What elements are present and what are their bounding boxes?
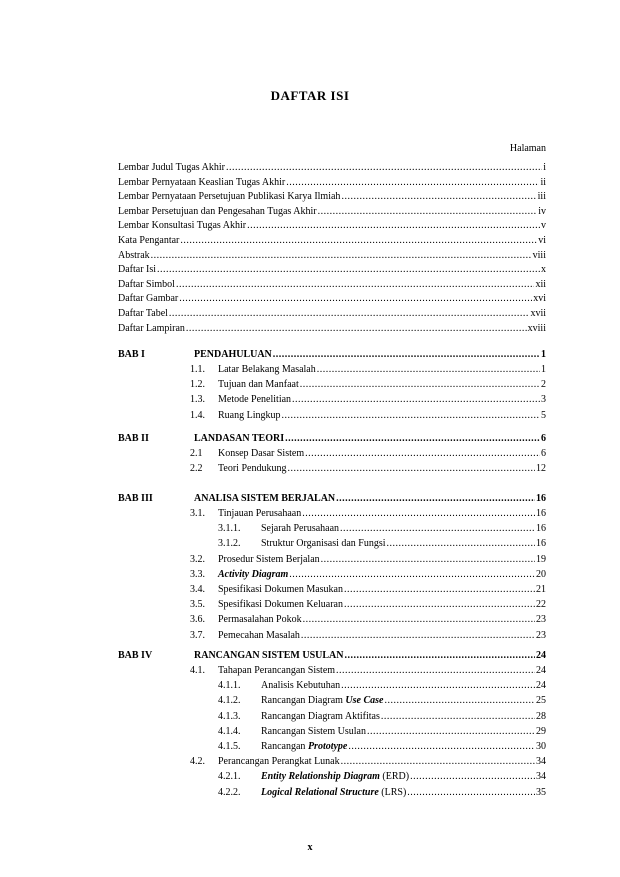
- section-label-suffix: (ERD): [379, 771, 410, 783]
- section-number: 4.1.4.: [218, 725, 241, 737]
- section-number: 3.5.: [190, 599, 205, 611]
- dot-leader: [381, 711, 535, 723]
- section-label-text: Struktur Organisasi dan Fungsi: [261, 538, 386, 550]
- section-label-text: Perancangan Perangkat Lunak: [218, 756, 340, 768]
- dot-leader: [344, 599, 535, 611]
- section-number: 4.2.1.: [218, 771, 241, 783]
- toc-section[interactable]: [218, 536, 546, 550]
- section-label: [218, 665, 335, 677]
- section-page: 5: [541, 409, 546, 421]
- section-label: [218, 463, 286, 475]
- section-page: 6: [541, 448, 546, 459]
- toc-entry-label: Daftar Gambar: [118, 293, 179, 305]
- toc-section[interactable]: [190, 612, 546, 626]
- toc-section[interactable]: [190, 582, 546, 596]
- dot-leader: [282, 410, 541, 422]
- dot-leader: [180, 235, 537, 247]
- dot-leader: [286, 177, 539, 189]
- toc-chapter[interactable]: [118, 648, 546, 662]
- toc-entry-label: Abstrak: [118, 249, 150, 261]
- dot-leader: [336, 665, 535, 677]
- section-label: [218, 394, 291, 406]
- toc-section[interactable]: [190, 362, 546, 376]
- section-label-text: Tujuan dan Manfaat: [218, 379, 299, 391]
- toc-entry-page: x: [541, 264, 546, 276]
- section-label-text: Activity Diagram: [218, 568, 289, 580]
- dot-leader: [186, 323, 527, 335]
- toc-entry-label: Daftar Isi: [118, 264, 157, 276]
- section-label-text: Pemecahan Masalah: [218, 629, 300, 641]
- section-page: 22: [536, 599, 546, 611]
- toc-entry-label: Lembar Judul Tugas Akhir: [118, 162, 225, 173]
- toc-entry-label: Lembar Pernyataan Persetujuan Publikasi Karya Ilmiah: [118, 191, 341, 203]
- section-number: 4.1.3.: [218, 710, 241, 722]
- section-number: 4.2.2.: [218, 786, 241, 798]
- dot-leader: [176, 279, 535, 291]
- toc-entry-label: Kata Pengantar: [118, 235, 180, 246]
- toc-section[interactable]: [190, 628, 546, 642]
- toc-entry-page: xvii: [530, 308, 546, 319]
- section-number: 1.4.: [190, 409, 205, 421]
- dot-leader: [285, 433, 540, 445]
- chapter-title: ANALISA SISTEM BERJALAN: [194, 493, 336, 504]
- toc-entry[interactable]: [118, 277, 546, 291]
- section-label-text: Sejarah Perusahaan: [261, 523, 340, 535]
- section-page: 34: [536, 771, 546, 783]
- section-label: [261, 523, 339, 535]
- toc-entry[interactable]: [118, 160, 546, 174]
- toc-entry[interactable]: [118, 233, 546, 247]
- dot-leader: [300, 379, 540, 391]
- dot-leader: [287, 463, 535, 475]
- chapter-page: 6: [541, 433, 546, 444]
- section-label: [218, 410, 281, 422]
- toc-entry-page: ii: [540, 176, 546, 188]
- dot-leader: [344, 584, 535, 596]
- section-page: 16: [536, 523, 546, 535]
- dot-leader: [340, 523, 535, 535]
- toc-section[interactable]: [190, 446, 546, 460]
- section-page: 12: [536, 463, 546, 475]
- section-label: [218, 554, 320, 566]
- section-label-text: Rancangan Diagram: [261, 695, 346, 707]
- page-title: DAFTAR ISI: [270, 88, 350, 103]
- section-number: 3.2.: [190, 553, 205, 565]
- section-page: 23: [536, 614, 546, 626]
- toc-entry[interactable]: [118, 262, 546, 276]
- section-label: [218, 508, 301, 520]
- dot-leader: [292, 394, 540, 406]
- toc-entry-page: iii: [537, 191, 546, 203]
- toc-section[interactable]: [218, 693, 546, 707]
- toc-entry-page: iv: [538, 205, 546, 217]
- section-label: [261, 771, 409, 783]
- section-label: [218, 569, 288, 581]
- toc-entry-page: vi: [538, 235, 546, 246]
- section-number: 4.1.: [190, 665, 205, 676]
- section-label-suffix: (LRS): [378, 786, 407, 798]
- section-page: 24: [536, 665, 546, 676]
- section-number: 2.1: [190, 448, 203, 459]
- section-label-text: Rancangan Sistem Usulan: [261, 725, 366, 737]
- section-label: [218, 756, 340, 768]
- toc-entry-page: xii: [535, 278, 546, 290]
- section-page: 16: [536, 538, 546, 550]
- toc-entry[interactable]: [118, 291, 546, 305]
- section-page: 30: [536, 741, 546, 752]
- dot-leader: [321, 554, 535, 566]
- dot-leader: [344, 650, 535, 662]
- section-label-text: Analisis Kebutuhan: [261, 680, 341, 692]
- toc-section[interactable]: [190, 408, 546, 422]
- section-page: 21: [536, 584, 546, 595]
- section-label-italic: Entity Relationship Diagram: [261, 771, 380, 783]
- section-label: [261, 680, 340, 692]
- section-label: [261, 726, 366, 738]
- section-number: 3.1.2.: [218, 538, 241, 550]
- toc-section[interactable]: [190, 754, 546, 768]
- dot-leader: [341, 756, 535, 768]
- section-label: [261, 538, 386, 550]
- section-page: 34: [536, 756, 546, 768]
- page-number-footer: x: [307, 842, 313, 853]
- section-label: [261, 711, 380, 723]
- section-label-italic: Logical Relational Structure: [261, 786, 379, 798]
- section-label: [218, 448, 304, 460]
- section-label: [218, 379, 299, 391]
- dot-leader: [226, 162, 542, 174]
- dot-leader: [384, 695, 535, 707]
- toc-chapter[interactable]: [118, 491, 546, 505]
- section-label-text: Tinjauan Perusahaan: [218, 508, 302, 519]
- section-page: 3: [541, 394, 546, 406]
- dot-leader: [348, 741, 535, 753]
- dot-leader: [273, 349, 540, 361]
- toc-section[interactable]: [218, 678, 546, 692]
- toc-section[interactable]: [190, 506, 546, 520]
- section-number: 3.1.1.: [218, 523, 241, 535]
- toc-entry-label: Lembar Konsultasi Tugas Akhir: [118, 220, 247, 232]
- section-page: 28: [536, 710, 546, 722]
- toc-section[interactable]: [218, 785, 546, 799]
- section-label-text: Permasalahan Pokok: [218, 614, 302, 626]
- chapter-number: BAB II: [118, 433, 149, 444]
- section-label: [218, 599, 343, 611]
- dot-leader: [151, 250, 532, 262]
- section-page: 25: [536, 695, 546, 707]
- toc-section[interactable]: [190, 461, 546, 475]
- dot-leader: [317, 364, 540, 376]
- toc-entry[interactable]: [118, 306, 546, 320]
- section-label-text: Teori Pendukung: [218, 463, 287, 475]
- section-label: [261, 741, 347, 753]
- section-number: 1.1.: [190, 364, 205, 375]
- toc-section[interactable]: [218, 739, 546, 753]
- dot-leader: [318, 206, 538, 218]
- chapter-title: RANCANGAN SISTEM USULAN: [194, 650, 344, 661]
- section-label: [261, 787, 406, 799]
- section-page: 16: [536, 508, 546, 519]
- section-page: 23: [536, 629, 546, 641]
- section-label: [218, 364, 316, 376]
- section-number: 3.3.: [190, 568, 205, 580]
- section-label-text: Rancangan Diagram Aktifitas: [261, 710, 380, 722]
- toc-section[interactable]: [190, 377, 546, 391]
- section-number: 1.2.: [190, 379, 205, 391]
- dot-leader: [289, 569, 535, 581]
- toc-entry-label: Daftar Lampiran: [118, 322, 185, 334]
- section-label-text: Ruang Lingkup: [218, 409, 281, 421]
- section-page: 29: [536, 725, 546, 737]
- dot-leader: [305, 448, 540, 460]
- section-page: 19: [536, 553, 546, 565]
- chapter-number: BAB I: [118, 349, 145, 360]
- section-page: 35: [536, 786, 546, 798]
- toc-entry[interactable]: [118, 175, 546, 189]
- section-label-text: Spesifikasi Dokumen Masukan: [218, 584, 343, 595]
- dot-leader: [410, 771, 535, 783]
- halaman-label: Halaman: [509, 143, 546, 154]
- section-label-text: Latar Belakang Masalah: [218, 364, 316, 375]
- chapter-page: 24: [536, 650, 546, 661]
- toc-entry-page: i: [543, 162, 546, 173]
- dot-leader: [367, 726, 535, 738]
- toc-entry[interactable]: [118, 189, 546, 203]
- dot-leader: [301, 630, 535, 642]
- dot-leader: [341, 191, 536, 203]
- section-page: 24: [536, 680, 546, 692]
- section-number: 4.1.1.: [218, 680, 241, 692]
- section-page: 20: [536, 568, 546, 580]
- section-page: 1: [541, 364, 546, 375]
- section-number: 4.2.: [190, 756, 205, 768]
- dot-leader: [179, 293, 532, 305]
- toc-section[interactable]: [190, 567, 546, 581]
- section-number: 3.6.: [190, 614, 205, 626]
- toc-entry-page: viii: [532, 249, 546, 261]
- toc-entry-label: Lembar Persetujuan dan Pengesahan Tugas Akhir: [118, 205, 317, 217]
- section-page: 2: [541, 379, 546, 391]
- section-label-text: Rancangan: [261, 741, 308, 752]
- dot-leader: [303, 614, 535, 626]
- section-number: 1.3.: [190, 394, 205, 406]
- dot-leader: [169, 308, 530, 320]
- chapter-page: 16: [536, 493, 546, 504]
- toc-entry-label: Lembar Pernyataan Keaslian Tugas Akhir: [118, 176, 286, 188]
- section-label-text: Prosedur Sistem Berjalan: [218, 553, 320, 565]
- section-label-text: Metode Penelitian: [218, 394, 292, 406]
- toc-entry[interactable]: [118, 218, 546, 232]
- toc-section[interactable]: [218, 709, 546, 723]
- dot-leader: [341, 680, 535, 692]
- chapter-title: LANDASAN TEORI: [194, 433, 285, 444]
- section-number: 4.1.5.: [218, 741, 241, 752]
- toc-section[interactable]: [190, 392, 546, 406]
- section-number: 4.1.2.: [218, 695, 241, 707]
- section-label: [218, 630, 300, 642]
- section-label: [261, 695, 383, 707]
- dot-leader: [302, 508, 535, 520]
- section-label-text: Konsep Dasar Sistem: [218, 448, 305, 459]
- toc-section[interactable]: [218, 769, 546, 783]
- chapter-title: PENDAHULUAN: [194, 349, 272, 360]
- toc-entry[interactable]: [118, 248, 546, 262]
- dot-leader: [336, 493, 535, 505]
- dot-leader: [407, 787, 535, 799]
- toc-entry-label: Daftar Simbol: [118, 278, 175, 290]
- toc-entry-label: Daftar Tabel: [118, 308, 168, 319]
- toc-section[interactable]: [218, 724, 546, 738]
- toc-entry-page: xvi: [533, 293, 546, 305]
- toc-section[interactable]: [190, 597, 546, 611]
- toc-section[interactable]: [218, 521, 546, 535]
- section-label-text: Spesifikasi Dokumen Keluaran: [218, 599, 343, 611]
- toc-section[interactable]: [190, 663, 546, 677]
- section-number: 2.2: [190, 463, 203, 475]
- section-label-text: Tahapan Perancangan Sistem: [218, 665, 336, 676]
- section-label: [218, 584, 343, 596]
- toc-chapter[interactable]: [118, 347, 546, 361]
- dot-leader: [387, 538, 535, 550]
- toc-entry-page: xviii: [527, 322, 546, 334]
- chapter-number: BAB III: [118, 493, 153, 504]
- section-number: 3.1.: [190, 508, 205, 519]
- toc-chapter[interactable]: [118, 431, 546, 445]
- chapter-number: BAB IV: [118, 650, 153, 661]
- section-label-italic: Prototype: [307, 741, 348, 752]
- toc-section[interactable]: [190, 552, 546, 566]
- section-number: 3.4.: [190, 584, 205, 595]
- dot-leader: [157, 264, 540, 276]
- toc-entry-page: v: [541, 220, 546, 232]
- dot-leader: [247, 220, 540, 232]
- section-label: [218, 614, 302, 626]
- section-number: 3.7.: [190, 629, 205, 641]
- toc-entry[interactable]: [118, 321, 546, 335]
- chapter-page: 1: [541, 349, 546, 360]
- section-label-italic: Use Case: [345, 695, 384, 707]
- toc-entry[interactable]: [118, 204, 546, 218]
